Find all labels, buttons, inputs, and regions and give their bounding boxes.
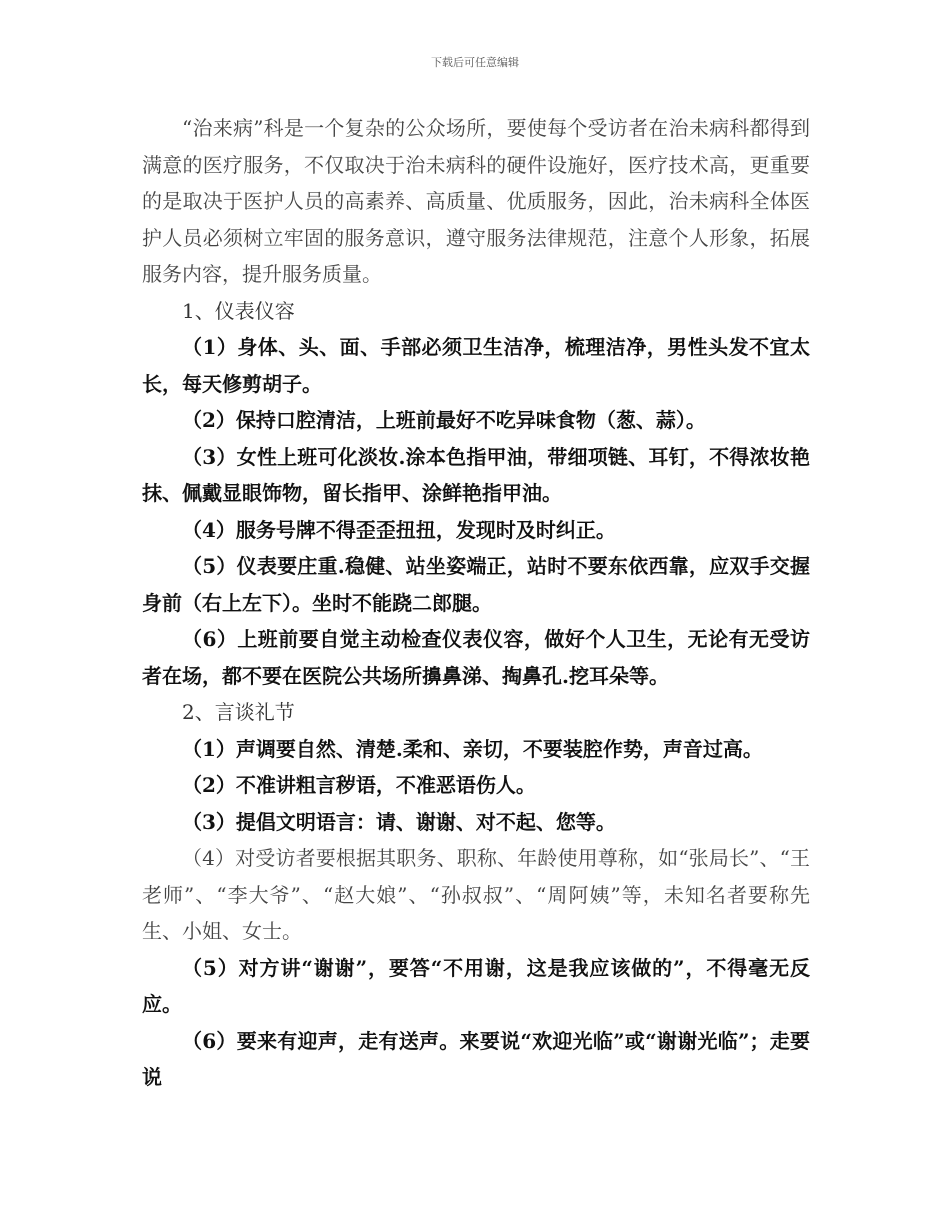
section-heading-appearance: 1、仪表仪容 — [182, 298, 295, 323]
speech-item-1: （1）声调要自然、清楚.柔和、亲切，不要装腔作势，声音过高。 — [182, 736, 763, 761]
section-heading-speech: 2、言谈礼节 — [182, 700, 295, 724]
speech-item-3: （3）提倡文明语言：请、谢谢、对不起、您等。 — [182, 809, 616, 834]
speech-item-4: （4）对受访者要根据其职务、职称、年龄使用尊称，如“张局长”、“王老师”、“李大爷”、“赵大娘”、“孙叔叔”、“周阿姨”等，未知名者要称先生、小姐、女士。 — [142, 846, 810, 943]
document-body — [142, 110, 810, 1096]
speech-item-2: （2）不准讲粗言秽语，不准恶语伤人。 — [182, 773, 536, 797]
appearance-item-1: （1）身体、头、面、手部必须卫生洁净，梳理洁净，男性头发不宜太长，每天修剪胡子。 — [142, 335, 810, 396]
appearance-item-4: （4）服务号牌不得歪歪扭扭，发现时及时纠正。 — [182, 517, 616, 542]
speech-item-5: （5）对方讲“谢谢”，要答“不用谢，这是我应该做的”，不得毫无反应。 — [142, 955, 810, 1016]
appearance-item-5: （5）仪表要庄重.稳健、站坐姿端正，站时不要东依西靠，应双手交握身前（右上左下）。坐时不能跷二郎腿。 — [142, 554, 810, 615]
speech-item-6: （6）要来有迎声，走有送声。来要说“欢迎光临”或“谢谢光临”；走要说 — [142, 1028, 810, 1089]
appearance-item-3: （3）女性上班可化淡妆.涂本色指甲油，带细项链、耳钉，不得浓妆艳抹、佩戴显眼饰物，留长指甲、涂鲜艳指甲油。 — [142, 444, 810, 505]
intro-paragraph: “治来病”科是一个复杂的公众场所，要使每个受访者在治未病科都得到满意的医疗服务，不仅取决于治未病科的硬件设施好，医疗技术高，更重要的是取决于医护人员的高素养、高质量、优质服务，因此，治未病科全体医护人员必须树立牢固的服务意识，遵守服务法律规范，注意个人形象，拓展服务内容，提升服务质量。 — [142, 116, 810, 286]
appearance-item-2: （2）保持口腔清洁，上班前最好不吃异味食物（葱、蒜）。 — [182, 408, 706, 432]
appearance-item-6: （6）上班前要自觉主动检查仪表仪容，做好个人卫生，无论有无受访者在场，都不要在医院公共场所擤鼻涕、掏鼻孔.挖耳朵等。 — [142, 627, 810, 688]
page-header: 下载后可任意编辑 — [431, 56, 519, 69]
